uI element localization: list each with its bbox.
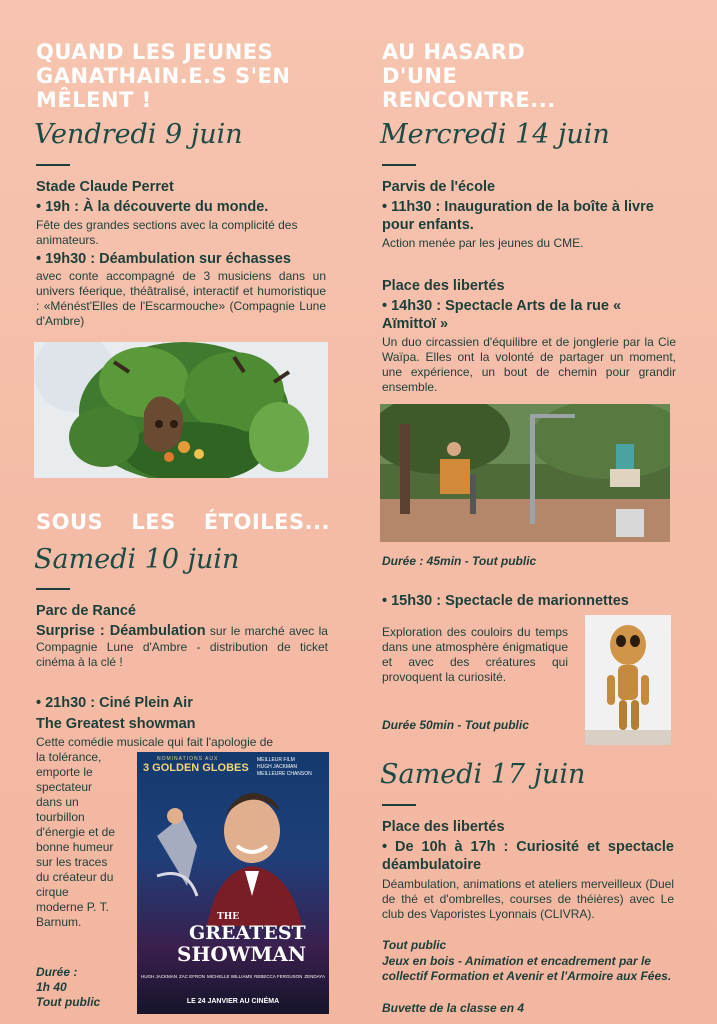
poster-award1: MEILLEUR FILM: [257, 757, 295, 763]
day-heading-samedi-17: Samedi 17 juin: [380, 759, 586, 790]
location-parc: Parc de Rancé: [36, 603, 136, 619]
day-heading-samedi-10: Samedi 10 juin: [34, 544, 240, 575]
poster-award2: HUGH JACKMAN: [257, 764, 298, 770]
event-desc-10h: Déambulation, animations et ateliers merveilleux (Duel de thé et d'ombrelles, courses de théières) avec Le club des Vaporistes Lyonnais (CLIVRA).: [382, 877, 674, 921]
film-title: The Greatest showman: [36, 716, 196, 732]
location-parvis: Parvis de l'école: [382, 179, 496, 195]
event-title-15h30: • 15h30 : Spectacle de marionnettes: [382, 593, 629, 609]
photo-puppet: [585, 615, 671, 745]
poster-title-the: THE: [217, 912, 240, 922]
film-desc-top: Cette comédie musicale qui fait l'apologie de: [36, 735, 274, 749]
event-title-10h: • De 10h à 17h : Curiosité et spectacle déambulatoire: [382, 839, 674, 873]
section-heading-etoiles: SOUS LES ÉTOILES...: [36, 510, 330, 534]
day-heading-vendredi: Vendredi 9 juin: [34, 119, 243, 150]
divider: [36, 588, 70, 590]
film-duration: Durée : 1h 40 Tout public: [36, 965, 101, 1009]
event-title-19h30: • 19h30 : Déambulation sur échasses: [36, 251, 291, 267]
event-desc-15h30: Exploration des couloirs du temps dans une atmosphère énigmatique et avec des créatures qui provoquent la curiosité.: [382, 625, 568, 684]
poster-release: LE 24 JANVIER AU CINÉMA: [186, 998, 280, 1005]
poster-title-greatest: GREATEST: [189, 922, 306, 944]
surprise-block: [36, 622, 328, 670]
audience-10h: Tout public: [382, 938, 447, 952]
photo-stilt-walker: [34, 342, 328, 478]
divider: [382, 804, 416, 806]
location-place-libertes: Place des libertés: [382, 278, 505, 294]
section-heading-jeunes: QUAND LES JEUNES GANATHAIN.E.S S'EN MÊLENT !: [36, 40, 291, 112]
event-duration-14h30: Durée : 45min - Tout public: [382, 554, 537, 568]
event-title-19h: • 19h : À la découverte du monde.: [36, 199, 269, 215]
divider: [382, 164, 416, 166]
poster-cast: HUGH JACKMAN ZAC EFRON MICHELLE WILLIAMS REBECCA FERGUSON ZENDAYA: [141, 974, 325, 979]
surprise-title: Surprise : Déambulation: [36, 623, 206, 639]
event-desc-11h30: Action menée par les jeunes du CME.: [382, 236, 584, 250]
film-desc: la tolérance, emporte le spectateur dans un tourbillon d'énergie et de bonne humeur sur les traces du créateur du cirque moderne P. T. Barnum.: [36, 750, 116, 929]
event-desc-19h: Fête des grandes sections avec la complicité des animateurs.: [36, 218, 298, 247]
poster-title-showman: SHOWMAN: [177, 942, 307, 966]
divider: [36, 164, 70, 166]
event-title-14h30: • 14h30 : Spectacle Arts de la rue « Aïmittoï »: [382, 298, 622, 332]
movie-poster: [137, 752, 329, 1014]
event-title-11h30: • 11h30 : Inauguration de la boîte à livre pour enfants.: [382, 199, 654, 233]
poster-nominations: 3 GOLDEN GLOBES: [143, 762, 249, 774]
location-stade: Stade Claude Perret: [36, 179, 174, 195]
event-title-cine: • 21h30 : Ciné Plein Air: [36, 695, 193, 711]
event-desc-19h30: avec conte accompagné de 3 musiciens dans un univers féerique, théâtralisé, interactif et humoristique : «Ménést'Elles de l'Escarmouche» (Compagnie Lune d'Ambre): [36, 269, 326, 328]
day-heading-mercredi: Mercredi 14 juin: [380, 119, 610, 150]
buvette-info: Buvette de la classe en 4: [382, 1001, 525, 1015]
event-duration-15h30: Durée 50min - Tout public: [382, 718, 529, 732]
photo-circus-duo: [380, 404, 670, 542]
surprise-desc: sur le marché avec la Compagnie Lune d'Ambre - distribution de ticket cinéma à la clé !: [36, 624, 328, 669]
location-place-libertes-2: Place des libertés: [382, 819, 505, 835]
poster-award3: MEILLEURE CHANSON: [257, 771, 312, 777]
poster-nominations-prefix: NOMINATIONS AUX: [157, 756, 219, 762]
event-desc-14h30: Un duo circassien d'équilibre et de jonglerie par la Cie Waïpa. Elles ont la volonté de partager un moment, une expérience, un bout de chemin pour grandir ensemble.: [382, 335, 676, 394]
section-heading-hasard: AU HASARD D'UNE RENCONTRE...: [382, 40, 556, 112]
games-info: Jeux en bois - Animation et encadrement par le collectif Formation et Avenir et l'Armoire aux Fées.: [382, 954, 672, 983]
